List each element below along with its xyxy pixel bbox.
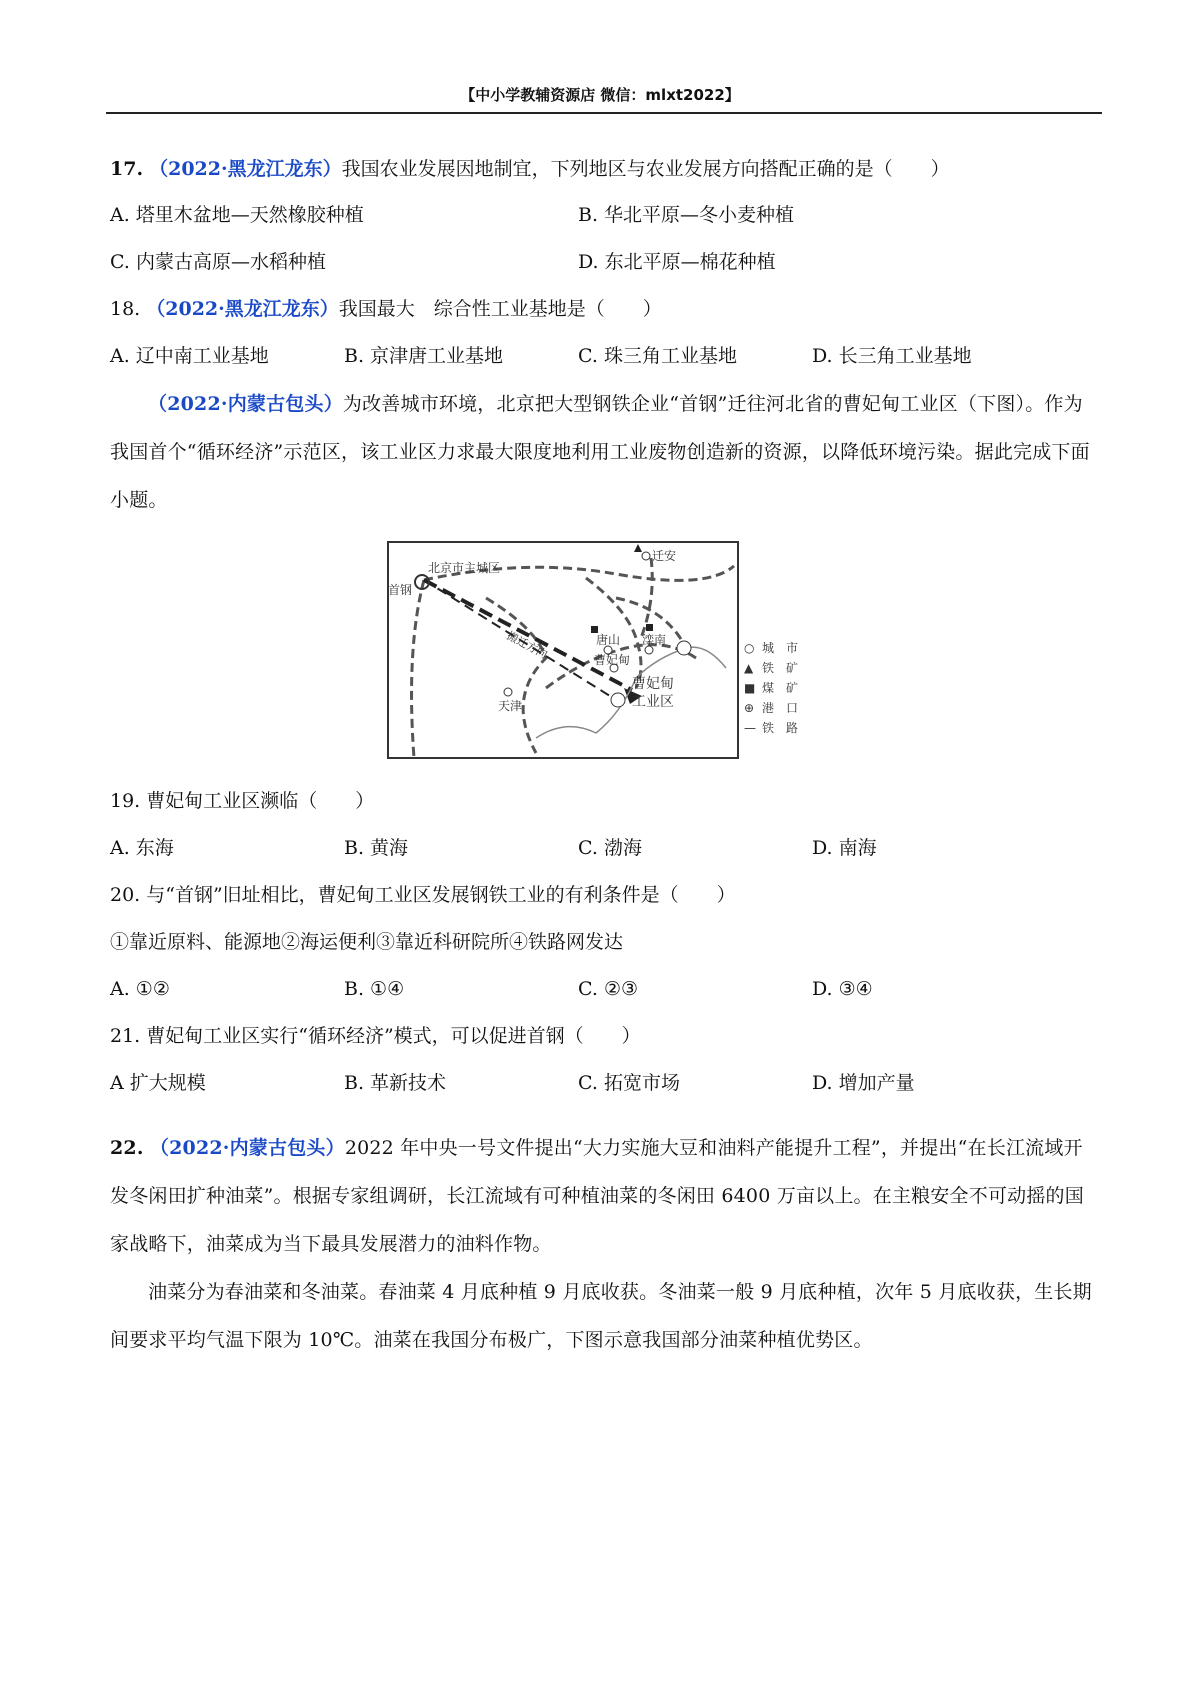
question-number: 18. [110, 298, 141, 320]
q22-paragraph-2: 油菜分为春油菜和冬油菜。春油菜 4 月底种植 9 月底收获。冬油菜一般 9 月底种植，次年 5 月底收获，生长期间要求平均气温下限为 10℃。油菜在我国分布极广，下图示意我国部分油菜种植优势区。 [110, 1281, 1092, 1351]
map-legend [744, 641, 798, 735]
q17-option-c: C. 内蒙古高原—水稻种植 [110, 251, 326, 273]
question-18 [110, 297, 662, 321]
question-number: 22. [110, 1137, 144, 1159]
q17-option-a: A. 塔里木盆地—天然橡胶种植 [110, 204, 364, 226]
q21-option-b: B. 革新技术 [344, 1072, 447, 1094]
caofeidian-map [386, 538, 818, 762]
q20-option-b: B. ①④ [344, 978, 405, 1000]
q19-option-b: B. 黄海 [344, 837, 409, 859]
question-source: （2022·黑龙江龙东） [149, 158, 342, 180]
tianjin-marker [504, 688, 512, 696]
coal-mine-marker-2 [646, 624, 653, 631]
q19-option-d: D. 南海 [812, 837, 877, 859]
legend-label: 铁 矿 [762, 661, 799, 675]
label-tangshan: 唐山 [596, 633, 621, 647]
q20-option-c: C. ②③ [578, 978, 639, 1000]
legend-label: 煤 矿 [762, 681, 799, 695]
luanan-marker [645, 646, 653, 654]
coal-mine-marker-1 [591, 626, 598, 633]
header-rule [106, 112, 1102, 114]
label-industrial-zone: 工业区 [632, 694, 674, 710]
passage-text: 为改善城市环境，北京把大型钢铁企业“首钢”迁往河北省的曹妃甸工业区（下图）。作为我国首个“循环经济”示范区，该工业区力求最大限度地利用工业废物创造新的资源，以降低环境污染。据此完成下面小题。 [110, 393, 1090, 511]
label-shougang: 首钢 [388, 583, 413, 597]
question-22 [110, 1124, 1100, 1268]
question-number: 17. [110, 158, 144, 180]
label-luanan: 滦南 [642, 633, 667, 647]
question-stem: 我国农业发展因地制宜，下列地区与农业发展方向搭配正确的是（ ） [341, 158, 950, 180]
legend-symbol: ○ [744, 641, 755, 655]
legend-symbol: — [744, 721, 756, 735]
passage-shougang [110, 380, 1100, 524]
q18-option-c: C. 珠三角工业基地 [578, 345, 737, 367]
question-source: （2022·黑龙江龙东） [146, 298, 339, 320]
label-caofeidian: 曹妃甸 [632, 676, 674, 692]
legend-symbol: ⊕ [744, 701, 755, 715]
legend-label: 城 市 [762, 641, 799, 655]
label-tianjin: 天津 [498, 699, 523, 713]
q21-option-c: C. 拓宽市场 [578, 1072, 680, 1094]
label-caofeidian-small: 曹妃甸 [594, 653, 631, 667]
qianan-marker [642, 552, 650, 560]
q20-conditions: ①靠近原料、能源地②海运便利③靠近科研院所④铁路网发达 [110, 931, 624, 953]
port-marker-1 [677, 641, 691, 655]
legend-symbol: ■ [744, 681, 756, 695]
question-21: 21. 曹妃甸工业区实行“循环经济”模式，可以促进首钢（ ） [110, 1025, 641, 1047]
q21-option-d: D. 增加产量 [812, 1072, 915, 1094]
question-text: 2022 年中央一号文件提出“大力实施大豆和油料产能提升工程”，并提出“在长江流域开发冬闲田扩种油菜”。根据专家组调研，长江流域有可种植油菜的冬闲田 6400 万亩以上。在主粮安全不可动摇的国家战略下，油菜成为当下最具发展潜力的油料作物。 [110, 1137, 1084, 1255]
question-source: （2022·内蒙古包头） [149, 1137, 345, 1159]
legend-label: 港 口 [762, 701, 799, 715]
question-17 [110, 157, 950, 181]
q18-option-a: A. 辽中南工业基地 [110, 345, 269, 367]
q18-option-d: D. 长三角工业基地 [812, 345, 972, 367]
q17-option-d: D. 东北平原—棉花种植 [578, 251, 776, 273]
q20-option-a: A. ①② [110, 978, 170, 1000]
label-route: 搬迁方向 [504, 629, 550, 662]
q19-option-c: C. 渤海 [578, 837, 642, 859]
question-19: 19. 曹妃甸工业区濒临（ ） [110, 790, 375, 812]
q17-option-b: B. 华北平原—冬小麦种植 [578, 204, 795, 226]
label-qianan: 迁安 [652, 549, 677, 563]
legend-label: 铁 路 [762, 721, 799, 735]
q20-option-d: D. ③④ [812, 978, 873, 1000]
label-beijing: 北京市主城区 [428, 561, 501, 575]
page-header: 【中小学教辅资源店 微信：mlxt2022】 [460, 86, 740, 104]
q18-option-b: B. 京津唐工业基地 [344, 345, 504, 367]
port-marker-2 [611, 693, 625, 707]
q19-option-a: A. 东海 [110, 837, 174, 859]
legend-symbol: ▲ [744, 661, 754, 675]
passage-source: （2022·内蒙古包头） [148, 393, 343, 415]
question-20: 20. 与“首钢”旧址相比，曹妃甸工业区发展钢铁工业的有利条件是（ ） [110, 884, 736, 906]
question-stem: 我国最大 综合性工业基地是（ ） [338, 298, 662, 320]
q21-option-a: A 扩大规模 [110, 1072, 206, 1094]
